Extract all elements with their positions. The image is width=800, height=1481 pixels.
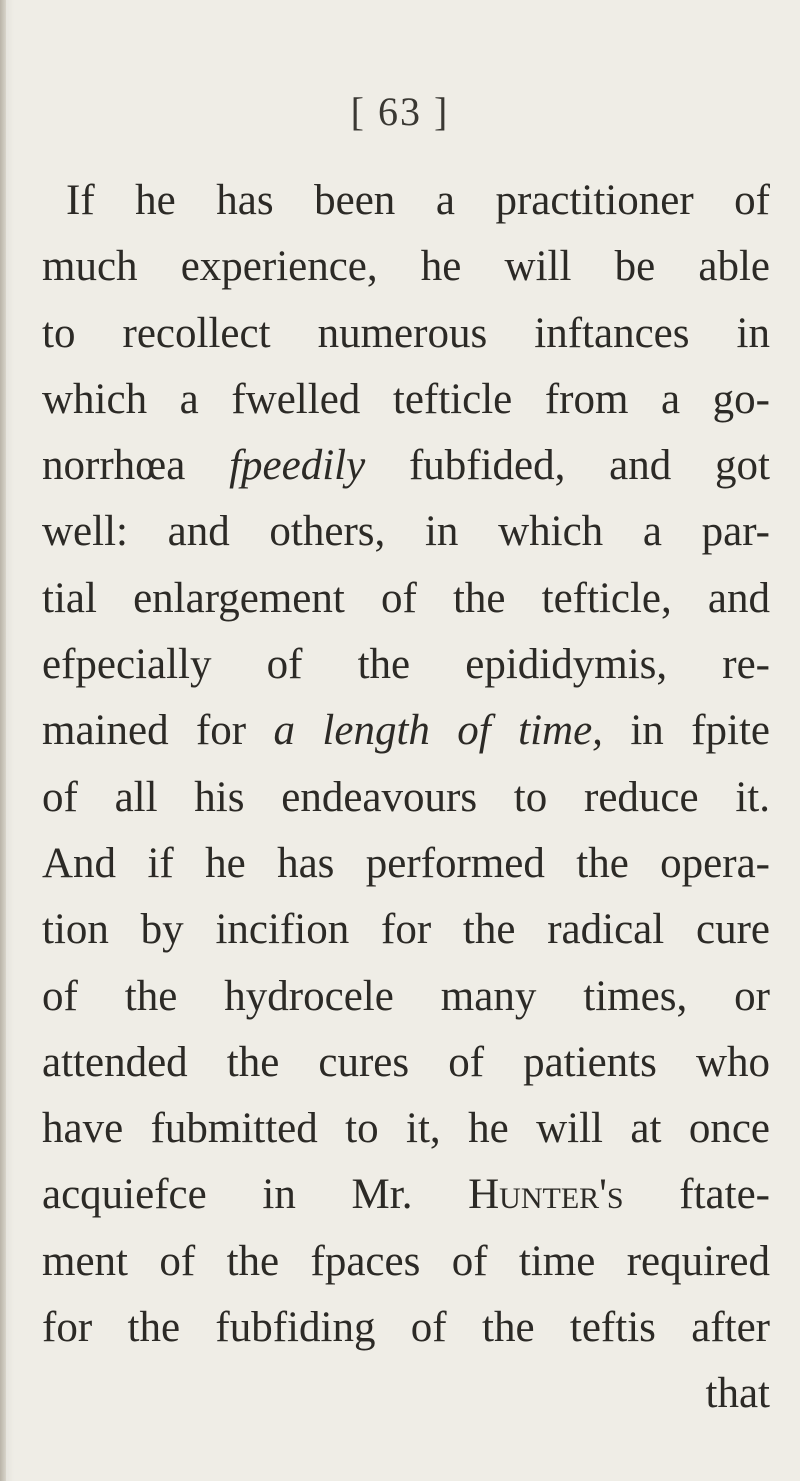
text-line: much experience, he will be able (42, 243, 770, 291)
text-line: for the fubfiding of the teftis after (42, 1304, 770, 1352)
text-line: tial enlargement of the tefticle, and (42, 574, 770, 622)
text-line: And if he has performed the opera- (42, 839, 770, 887)
italic-emphasis: fpeedily (229, 442, 366, 490)
body-text (42, 168, 770, 1428)
catchword: that (705, 1370, 770, 1418)
text-line: efpecially of the epididymis, re- (42, 641, 770, 689)
text-span: mained for (42, 707, 274, 755)
text-span: ftate- (623, 1171, 770, 1219)
text-line: ment of the fpaces of time required (42, 1237, 770, 1285)
text-line (42, 698, 770, 764)
text-span: acquiefce in Mr. (42, 1171, 469, 1219)
text-line: to recollect numerous inftances in (42, 309, 770, 357)
text-line: of the hydrocele many times, or (42, 972, 770, 1020)
text-span: norrhœa (42, 442, 230, 490)
italic-emphasis: a length of time, (273, 707, 603, 755)
page-binding-edge (0, 0, 6, 1481)
page-number-header: [ 63 ] (350, 89, 450, 134)
text-line: have fubmitted to it, he will at once (42, 1105, 770, 1153)
text-span: in fpite (602, 707, 770, 755)
text-line: of all his endeavours to reduce it. (42, 773, 770, 821)
text-line (42, 433, 770, 499)
text-span: fubfided, and got (365, 442, 770, 490)
text-line (42, 1162, 770, 1228)
text-line: If he has been a practitioner of (66, 177, 770, 224)
text-line: which a fwelled tefticle from a go- (42, 375, 770, 423)
text-line: well: and others, in which a par- (42, 508, 770, 556)
text-line: attended the cures of patients who (42, 1038, 770, 1086)
text-line: tion by incifion for the radical cure (42, 906, 770, 954)
small-caps-name: Hunter's (468, 1171, 624, 1219)
